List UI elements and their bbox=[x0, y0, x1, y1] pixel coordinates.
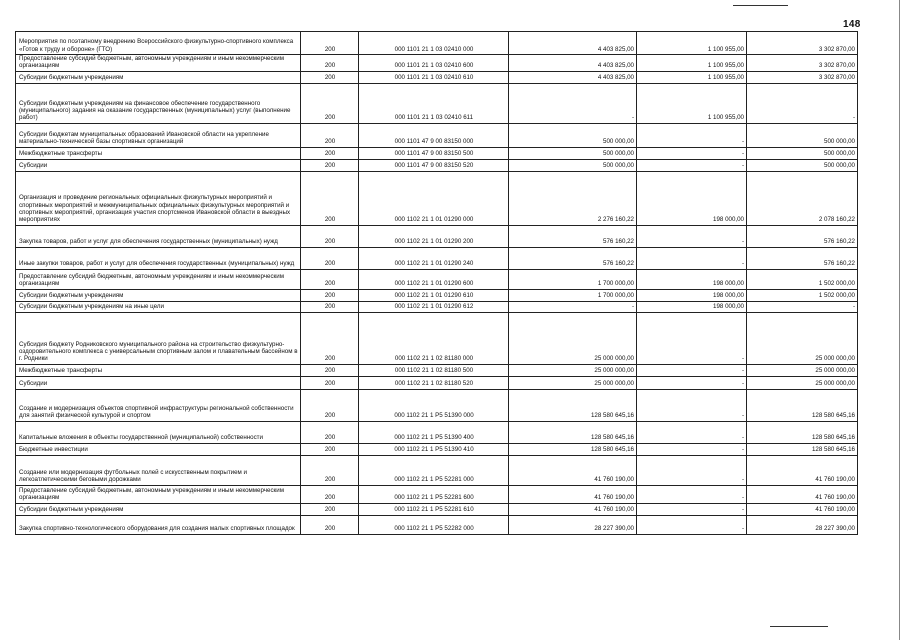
admin-code-cell: 200 bbox=[301, 225, 359, 247]
classification-code-cell: 000 1101 47 9 00 83150 000 bbox=[359, 123, 509, 147]
executed-amount-cell: - bbox=[637, 312, 747, 364]
admin-code-cell: 200 bbox=[301, 485, 359, 503]
table-row bbox=[16, 55, 858, 72]
unexecuted-amount-cell: 500 000,00 bbox=[747, 159, 858, 171]
executed-amount-cell: 198 000,00 bbox=[637, 171, 747, 225]
scan-edge bbox=[899, 0, 900, 640]
table-row bbox=[16, 301, 858, 312]
table-row bbox=[16, 247, 858, 269]
table-row bbox=[16, 443, 858, 455]
table-row bbox=[16, 421, 858, 443]
classification-code-cell: 000 1102 21 1 01 01290 610 bbox=[359, 289, 509, 301]
expense-name-cell: Субсидии бюджетным учреждениям на финансовое обеспечение государственного (муниципального) задания на оказание государственных (муниципальных) услуг (выполнение работ) bbox=[16, 83, 301, 123]
executed-amount-cell: - bbox=[637, 455, 747, 485]
expense-name-cell: Субсидия бюджету Родниковского муниципального района на строительство физкультурно-оздоровительного комплекса с универсальным спортивным залом и плавательным бассейном в г. Родники bbox=[16, 312, 301, 364]
expense-name-cell: Субсидии бюджетным учреждениям bbox=[16, 71, 301, 83]
approved-amount-cell: 41 760 190,00 bbox=[509, 485, 637, 503]
unexecuted-amount-cell: 1 502 000,00 bbox=[747, 269, 858, 289]
classification-code-cell: 000 1102 21 1 02 81180 500 bbox=[359, 364, 509, 376]
classification-code-cell: 000 1102 21 1 01 01290 240 bbox=[359, 247, 509, 269]
table-row bbox=[16, 503, 858, 515]
executed-amount-cell: - bbox=[637, 123, 747, 147]
approved-amount-cell: 4 403 825,00 bbox=[509, 55, 637, 72]
executed-amount-cell: - bbox=[637, 364, 747, 376]
executed-amount-cell: 1 100 955,00 bbox=[637, 32, 747, 55]
admin-code-cell: 200 bbox=[301, 55, 359, 72]
table-row bbox=[16, 312, 858, 364]
table-row bbox=[16, 389, 858, 421]
expense-name-cell: Субсидии бюджетным учреждениям bbox=[16, 289, 301, 301]
unexecuted-amount-cell: - bbox=[747, 83, 858, 123]
approved-amount-cell: 41 760 190,00 bbox=[509, 503, 637, 515]
top-rule bbox=[733, 5, 788, 6]
classification-code-cell: 000 1102 21 1 P5 51390 410 bbox=[359, 443, 509, 455]
admin-code-cell: 200 bbox=[301, 421, 359, 443]
admin-code-cell: 200 bbox=[301, 389, 359, 421]
executed-amount-cell: - bbox=[637, 389, 747, 421]
approved-amount-cell: 128 580 645,16 bbox=[509, 443, 637, 455]
table-row bbox=[16, 71, 858, 83]
classification-code-cell: 000 1101 47 9 00 83150 500 bbox=[359, 147, 509, 159]
executed-amount-cell: - bbox=[637, 225, 747, 247]
executed-amount-cell: - bbox=[637, 376, 747, 389]
approved-amount-cell: 576 160,22 bbox=[509, 225, 637, 247]
unexecuted-amount-cell: 2 078 160,22 bbox=[747, 171, 858, 225]
approved-amount-cell: 1 700 000,00 bbox=[509, 269, 637, 289]
classification-code-cell: 000 1102 21 1 P5 51390 400 bbox=[359, 421, 509, 443]
admin-code-cell: 200 bbox=[301, 443, 359, 455]
unexecuted-amount-cell: 41 760 190,00 bbox=[747, 503, 858, 515]
executed-amount-cell: 1 100 955,00 bbox=[637, 71, 747, 83]
table-row bbox=[16, 376, 858, 389]
table-row bbox=[16, 32, 858, 55]
budget-table bbox=[15, 31, 858, 535]
admin-code-cell: 200 bbox=[301, 159, 359, 171]
expense-name-cell: Бюджетные инвестиции bbox=[16, 443, 301, 455]
approved-amount-cell: 500 000,00 bbox=[509, 123, 637, 147]
executed-amount-cell: - bbox=[637, 247, 747, 269]
classification-code-cell: 000 1102 21 1 01 01290 200 bbox=[359, 225, 509, 247]
approved-amount-cell: 500 000,00 bbox=[509, 147, 637, 159]
executed-amount-cell: 1 100 955,00 bbox=[637, 83, 747, 123]
admin-code-cell: 200 bbox=[301, 83, 359, 123]
table-row bbox=[16, 159, 858, 171]
table-row bbox=[16, 123, 858, 147]
expense-name-cell: Субсидии bbox=[16, 159, 301, 171]
expense-name-cell: Субсидии бюджетным учреждениям bbox=[16, 503, 301, 515]
classification-code-cell: 000 1102 21 1 02 81180 000 bbox=[359, 312, 509, 364]
classification-code-cell: 000 1101 21 1 03 02410 611 bbox=[359, 83, 509, 123]
unexecuted-amount-cell: 128 580 645,16 bbox=[747, 389, 858, 421]
table-row bbox=[16, 515, 858, 534]
table-row bbox=[16, 269, 858, 289]
admin-code-cell: 200 bbox=[301, 301, 359, 312]
approved-amount-cell: 28 227 390,00 bbox=[509, 515, 637, 534]
admin-code-cell: 200 bbox=[301, 503, 359, 515]
classification-code-cell: 000 1102 21 1 P5 52281 610 bbox=[359, 503, 509, 515]
approved-amount-cell: 500 000,00 bbox=[509, 159, 637, 171]
unexecuted-amount-cell: 500 000,00 bbox=[747, 147, 858, 159]
unexecuted-amount-cell: 1 502 000,00 bbox=[747, 289, 858, 301]
table-row bbox=[16, 485, 858, 503]
table-row bbox=[16, 289, 858, 301]
classification-code-cell: 000 1102 21 1 01 01290 600 bbox=[359, 269, 509, 289]
expense-name-cell: Организация и проведение региональных официальных физкультурных мероприятий и спортивных мероприятий и межмуниципальных официальных физкультурных мероприятий и спортивных мероприятий, организация участия спортсменов Ивановской области в выездных мероприятиях bbox=[16, 171, 301, 225]
executed-amount-cell: - bbox=[637, 443, 747, 455]
classification-code-cell: 000 1101 21 1 03 02410 600 bbox=[359, 55, 509, 72]
table-row bbox=[16, 364, 858, 376]
approved-amount-cell: 576 160,22 bbox=[509, 247, 637, 269]
expense-name-cell: Субсидии bbox=[16, 376, 301, 389]
expense-name-cell: Предоставление субсидий бюджетным, автономным учреждениям и иным некоммерческим организациям bbox=[16, 485, 301, 503]
table-row bbox=[16, 455, 858, 485]
approved-amount-cell: 25 000 000,00 bbox=[509, 376, 637, 389]
approved-amount-cell: - bbox=[509, 83, 637, 123]
unexecuted-amount-cell: 3 302 870,00 bbox=[747, 32, 858, 55]
classification-code-cell: 000 1102 21 1 01 01290 000 bbox=[359, 171, 509, 225]
expense-name-cell: Закупка товаров, работ и услуг для обеспечения государственных (муниципальных) нужд bbox=[16, 225, 301, 247]
approved-amount-cell: 1 700 000,00 bbox=[509, 289, 637, 301]
table-row bbox=[16, 83, 858, 123]
admin-code-cell: 200 bbox=[301, 455, 359, 485]
unexecuted-amount-cell: 128 580 645,16 bbox=[747, 421, 858, 443]
expense-name-cell: Субсидии бюджетам муниципальных образований Ивановской области на укрепление материально-технической базы спортивных организаций bbox=[16, 123, 301, 147]
expense-name-cell: Предоставление субсидий бюджетным, автономным учреждениям и иным некоммерческим организациям bbox=[16, 55, 301, 72]
table-row bbox=[16, 147, 858, 159]
unexecuted-amount-cell: - bbox=[747, 301, 858, 312]
expense-name-cell: Капитальные вложения в объекты государственной (муниципальной) собственности bbox=[16, 421, 301, 443]
admin-code-cell: 200 bbox=[301, 123, 359, 147]
unexecuted-amount-cell: 25 000 000,00 bbox=[747, 376, 858, 389]
executed-amount-cell: - bbox=[637, 421, 747, 443]
unexecuted-amount-cell: 25 000 000,00 bbox=[747, 364, 858, 376]
expense-name-cell: Межбюджетные трансферты bbox=[16, 364, 301, 376]
expense-name-cell: Мероприятия по поэтапному внедрению Всероссийского физкультурно-спортивного комплекса «Готов к труду и обороне» (ГТО) bbox=[16, 32, 301, 55]
approved-amount-cell: 25 000 000,00 bbox=[509, 364, 637, 376]
executed-amount-cell: - bbox=[637, 503, 747, 515]
admin-code-cell: 200 bbox=[301, 71, 359, 83]
unexecuted-amount-cell: 41 760 190,00 bbox=[747, 455, 858, 485]
budget-table-body bbox=[16, 32, 858, 535]
table-row bbox=[16, 225, 858, 247]
executed-amount-cell: 198 000,00 bbox=[637, 269, 747, 289]
expense-name-cell: Иные закупки товаров, работ и услуг для обеспечения государственных (муниципальных) нужд bbox=[16, 247, 301, 269]
approved-amount-cell: 4 403 825,00 bbox=[509, 71, 637, 83]
admin-code-cell: 200 bbox=[301, 376, 359, 389]
expense-name-cell: Предоставление субсидий бюджетным, автономным учреждениям и иным некоммерческим организациям bbox=[16, 269, 301, 289]
expense-name-cell: Субсидии бюджетным учреждениям на иные цели bbox=[16, 301, 301, 312]
classification-code-cell: 000 1101 21 1 03 02410 610 bbox=[359, 71, 509, 83]
unexecuted-amount-cell: 25 000 000,00 bbox=[747, 312, 858, 364]
admin-code-cell: 200 bbox=[301, 147, 359, 159]
unexecuted-amount-cell: 41 760 190,00 bbox=[747, 485, 858, 503]
admin-code-cell: 200 bbox=[301, 247, 359, 269]
unexecuted-amount-cell: 500 000,00 bbox=[747, 123, 858, 147]
admin-code-cell: 200 bbox=[301, 364, 359, 376]
approved-amount-cell: 25 000 000,00 bbox=[509, 312, 637, 364]
expense-name-cell: Межбюджетные трансферты bbox=[16, 147, 301, 159]
classification-code-cell: 000 1102 21 1 01 01290 612 bbox=[359, 301, 509, 312]
approved-amount-cell: - bbox=[509, 301, 637, 312]
executed-amount-cell: 198 000,00 bbox=[637, 289, 747, 301]
classification-code-cell: 000 1101 21 1 03 02410 000 bbox=[359, 32, 509, 55]
page-number: 148 bbox=[843, 19, 861, 30]
admin-code-cell: 200 bbox=[301, 312, 359, 364]
unexecuted-amount-cell: 3 302 870,00 bbox=[747, 71, 858, 83]
classification-code-cell: 000 1102 21 1 P5 52281 600 bbox=[359, 485, 509, 503]
approved-amount-cell: 41 760 190,00 bbox=[509, 455, 637, 485]
expense-name-cell: Закупка спортивно-технологического оборудования для создания малых спортивных площадок bbox=[16, 515, 301, 534]
admin-code-cell: 200 bbox=[301, 171, 359, 225]
executed-amount-cell: - bbox=[637, 147, 747, 159]
bottom-rule bbox=[770, 626, 828, 627]
table-row bbox=[16, 171, 858, 225]
unexecuted-amount-cell: 128 580 645,16 bbox=[747, 443, 858, 455]
classification-code-cell: 000 1102 21 1 P5 52281 000 bbox=[359, 455, 509, 485]
executed-amount-cell: 198 000,00 bbox=[637, 301, 747, 312]
unexecuted-amount-cell: 576 160,22 bbox=[747, 247, 858, 269]
approved-amount-cell: 4 403 825,00 bbox=[509, 32, 637, 55]
approved-amount-cell: 2 276 160,22 bbox=[509, 171, 637, 225]
unexecuted-amount-cell: 576 160,22 bbox=[747, 225, 858, 247]
admin-code-cell: 200 bbox=[301, 289, 359, 301]
unexecuted-amount-cell: 28 227 390,00 bbox=[747, 515, 858, 534]
expense-name-cell: Создание или модернизация футбольных полей с искусственным покрытием и легкоатлетическими беговыми дорожками bbox=[16, 455, 301, 485]
admin-code-cell: 200 bbox=[301, 269, 359, 289]
approved-amount-cell: 128 580 645,16 bbox=[509, 421, 637, 443]
classification-code-cell: 000 1101 47 9 00 83150 520 bbox=[359, 159, 509, 171]
classification-code-cell: 000 1102 21 1 P5 52282 000 bbox=[359, 515, 509, 534]
unexecuted-amount-cell: 3 302 870,00 bbox=[747, 55, 858, 72]
expense-name-cell: Создание и модернизация объектов спортивной инфраструктуры региональной собственности для занятий физической культурой и спортом bbox=[16, 389, 301, 421]
admin-code-cell: 200 bbox=[301, 32, 359, 55]
executed-amount-cell: - bbox=[637, 515, 747, 534]
classification-code-cell: 000 1102 21 1 P5 51390 000 bbox=[359, 389, 509, 421]
admin-code-cell: 200 bbox=[301, 515, 359, 534]
approved-amount-cell: 128 580 645,16 bbox=[509, 389, 637, 421]
executed-amount-cell: - bbox=[637, 159, 747, 171]
executed-amount-cell: 1 100 955,00 bbox=[637, 55, 747, 72]
classification-code-cell: 000 1102 21 1 02 81180 520 bbox=[359, 376, 509, 389]
executed-amount-cell: - bbox=[637, 485, 747, 503]
